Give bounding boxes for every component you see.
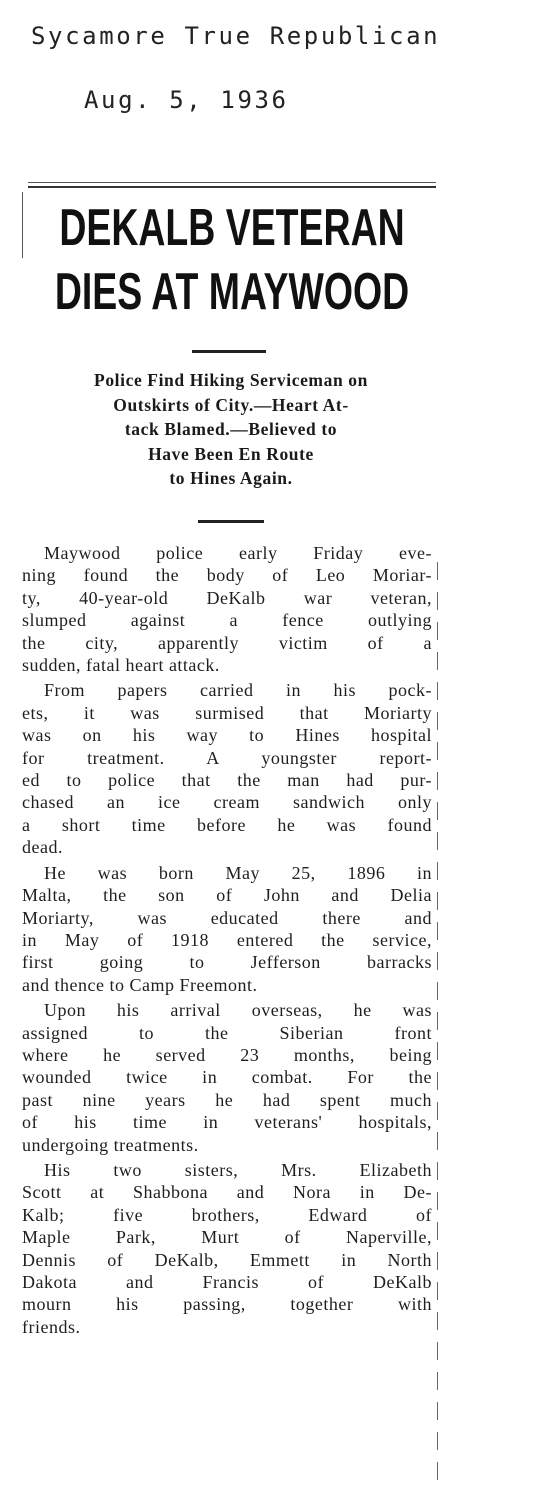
article-line: His two sisters, Mrs. Elizabeth (44, 1159, 432, 1180)
article-line: chased an ice cream sandwich only (22, 792, 432, 813)
article-line: assigned to the Siberian front (22, 1022, 432, 1043)
article-line: ets, it was surmised that Moriarty (22, 702, 432, 723)
article-line: mourn his passing, together with (22, 1294, 432, 1315)
article-line: Kalb; five brothers, Edward of (22, 1204, 432, 1225)
article-line: sudden, fatal heart attack. (22, 655, 220, 676)
newspaper-clipping (22, 182, 436, 1482)
article-paragraph (22, 862, 432, 996)
article-line: where he served 23 months, being (22, 1044, 432, 1065)
article-line: slumped against a fence outlying (22, 610, 432, 631)
top-rule-heavy (28, 186, 436, 188)
article-line: the city, apparently victim of a (22, 632, 432, 653)
article-line: Moriarty, was educated there and (22, 907, 432, 928)
article-line: dead. (22, 837, 63, 858)
article-line: undergoing treatments. (22, 1134, 199, 1155)
article-line: friends. (22, 1316, 81, 1337)
article-line: past nine years he had spent much (22, 1089, 432, 1110)
article-line: Dakota and Francis of DeKalb (22, 1272, 432, 1292)
deck-line-1: Police Find Hiking Serviceman on (94, 370, 368, 390)
clipping-right-edge (437, 562, 438, 1482)
deck-line-2: Outskirts of City.—Heart At- (113, 394, 349, 415)
article-line: Maywood police early Friday eve- (44, 543, 432, 563)
article-line: of his time in veterans' hospitals, (22, 1112, 432, 1133)
headline-line-1: DEKALB VETERAN (59, 199, 405, 257)
publication-name: Sycamore True Republican (31, 22, 441, 50)
headline-divider (192, 350, 266, 353)
subheadline-deck (26, 368, 436, 491)
article-line: ning found the body of Leo Moriar- (22, 565, 432, 586)
deck-divider (198, 520, 264, 523)
article-paragraph (22, 1159, 432, 1338)
article-line: a short time before he was found (22, 814, 432, 835)
article-line: wounded twice in combat. For the (22, 1067, 432, 1088)
deck-line-3: tack Blamed.—Believed to (124, 419, 338, 439)
article-line: Scott at Shabbona and Nora in De- (22, 1182, 432, 1203)
deck-line-4: Have Been En Route (148, 443, 314, 464)
article-line: Maple Park, Murt of Naperville, (22, 1227, 432, 1248)
publication-date: Aug. 5, 1936 (84, 86, 289, 114)
article-line: Malta, the son of John and Delia (22, 885, 432, 906)
article-line: for treatment. A youngster report- (22, 747, 432, 768)
article-line: first going to Jefferson barracks (22, 952, 432, 973)
article-line: From papers carried in his pock- (44, 680, 432, 701)
article-line: was on his way to Hines hospital (22, 725, 432, 746)
article-paragraph (22, 679, 432, 858)
article-line: in May of 1918 entered the service, (22, 929, 432, 950)
headline-line-2: DIES AT MAYWOOD (54, 263, 410, 321)
article-line: He was born May 25, 1896 in (44, 862, 432, 883)
clipping-left-edge (22, 192, 23, 258)
article-paragraph (22, 999, 432, 1156)
article-line: ed to police that the man had pur- (22, 770, 432, 791)
article-line: and thence to Camp Freemont. (22, 974, 258, 995)
headline (38, 196, 427, 324)
deck-line-5: to Hines Again. (169, 468, 293, 488)
article-line: Dennis of DeKalb, Emmett in North (22, 1249, 432, 1270)
article-paragraph (22, 542, 432, 676)
article-body (22, 542, 432, 1341)
article-line: ty, 40-year-old DeKalb war veteran, (22, 587, 432, 608)
top-rule (28, 182, 436, 183)
article-line: Upon his arrival overseas, he was (44, 1000, 432, 1021)
